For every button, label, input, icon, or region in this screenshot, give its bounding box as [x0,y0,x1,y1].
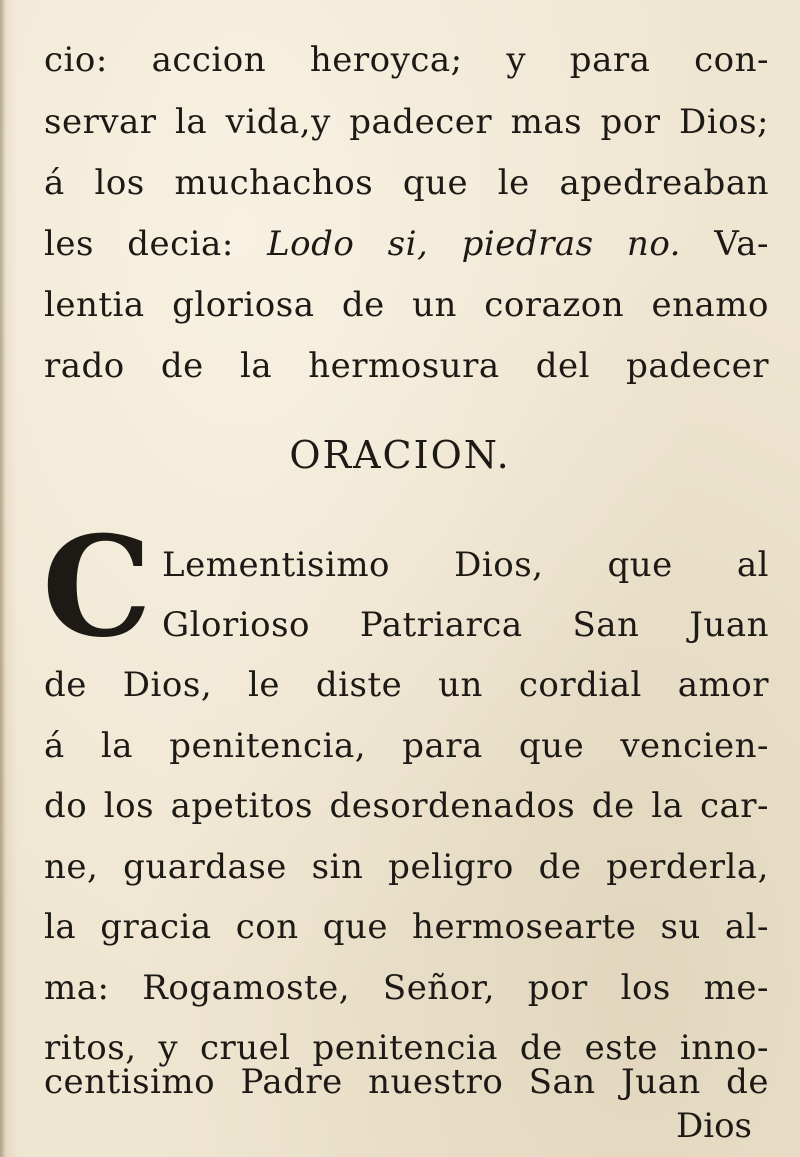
text-line-4 [44,222,769,266]
text-line-1: cio: accion heroyca; y para con- [44,40,769,80]
prayer-line-8: ma: Rogamoste, Señor, por los me- [44,968,769,1008]
prayer-line-6: ne, guardase sin peligro de perderla, [44,847,769,887]
text-line-6: rado de la hermosura del padecer [44,346,769,386]
text-line-4-start: les decia: [44,224,268,264]
text-line-4-end: Va- [681,224,769,264]
prayer-line-1: Lementisimo Dios, que al [162,545,769,585]
prayer-line-5: do los apetitos desordenados de la car- [44,786,769,826]
italic-quote: Lodo si, piedras no. [267,224,681,264]
prayer-line-9: ritos, y cruel penitencia de este inno- [44,1028,769,1068]
prayer-line-10: centisimo Padre nuestro San Juan de [44,1062,769,1102]
prayer-line-3: de Dios, le diste un cordial amor [44,665,769,705]
text-line-5: lentia gloriosa de un corazon enamo [44,285,769,325]
prayer-line-7: la gracia con que hermosearte su al- [44,907,769,947]
prayer-line-2: Glorioso Patriarca San Juan [162,605,769,645]
page-binding-shadow [0,0,6,1157]
prayer-last-word: Dios [675,1106,752,1146]
prayer-line-4: á la penitencia, para que vencien- [44,726,769,766]
drop-cap: C [42,505,152,668]
text-line-3: á los muchachos que le apedreaban [44,163,769,203]
section-heading: ORACION. [289,433,511,477]
text-line-2: servar la vida,y padecer mas por Dios; [44,102,769,142]
